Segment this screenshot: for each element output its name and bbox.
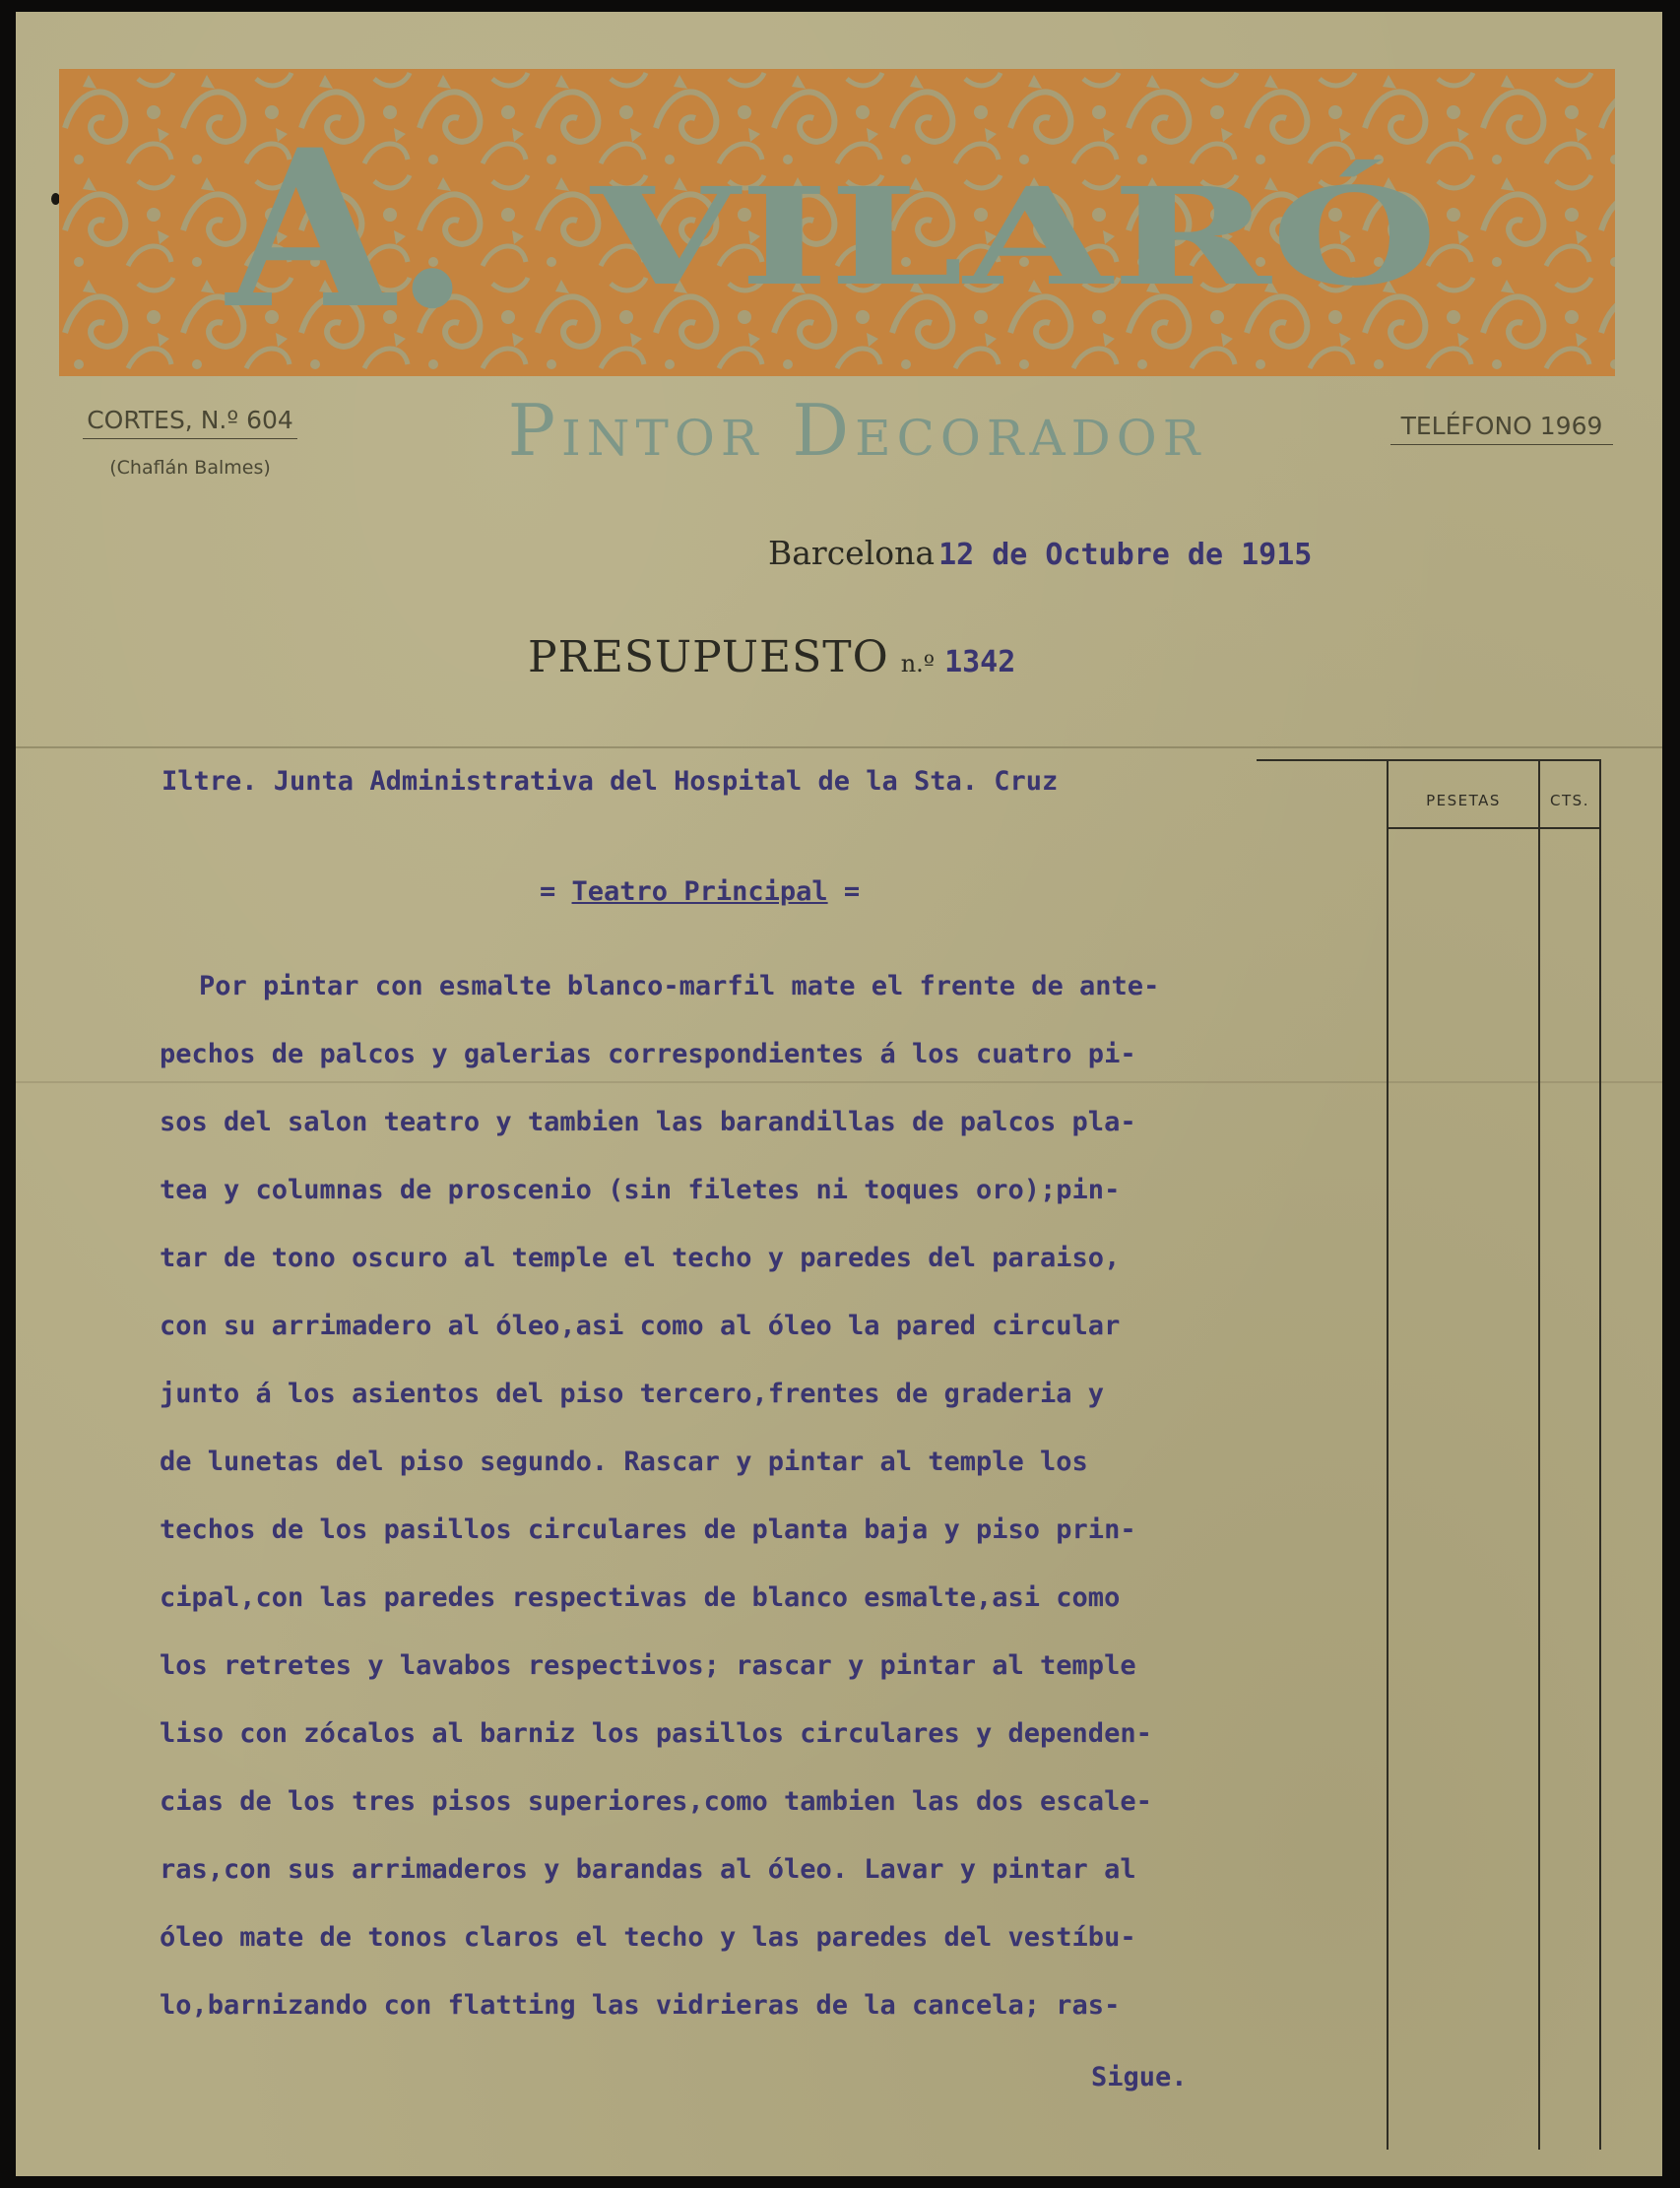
- body-line: tar de tono oscuro al temple el techo y paredes del paraiso,: [160, 1243, 1121, 1273]
- body-line: de lunetas del piso segundo. Rascar y pintar al temple los: [160, 1447, 1088, 1477]
- section-title: [540, 876, 860, 907]
- budget-heading: [528, 632, 1015, 682]
- recipient: Iltre. Junta Administrativa del Hospital de la Sta. Cruz: [162, 766, 1059, 797]
- letterhead-banner: [59, 69, 1615, 376]
- body-line: cias de los tres pisos superiores,como tambien las dos escale-: [160, 1786, 1152, 1817]
- firm-subtitle: Pintor Decorador: [507, 389, 1206, 472]
- date-line: [768, 534, 1312, 572]
- cts-column-header: CTS.: [1550, 792, 1589, 809]
- body-line: óleo mate de tonos claros el techo y las paredes del vestíbu-: [160, 1922, 1136, 1953]
- body-line: techos de los pasillos circulares de planta baja y piso prin-: [160, 1514, 1136, 1545]
- body-line: cipal,con las paredes respectivas de blanco esmalte,asi como: [160, 1582, 1121, 1613]
- firm-name: VILARÓ: [589, 159, 1438, 316]
- body-line: los retretes y lavabos respectivos; rascar y pintar al temple: [160, 1650, 1136, 1681]
- section-prefix: =: [540, 876, 556, 907]
- body-line: tea y columnas de proscenio (sin filetes ni toques oro);pin-: [160, 1175, 1121, 1205]
- pesetas-column-rule: [1387, 759, 1389, 2150]
- body-line: lo,barnizando con flatting las vidrieras de la cancela; ras-: [160, 1990, 1121, 2021]
- city-label: Barcelona: [768, 534, 936, 572]
- document-type: PRESUPUESTO: [528, 632, 889, 682]
- section-name: Teatro Principal: [571, 876, 828, 907]
- right-margin-rule: [1599, 759, 1601, 2150]
- body-line: Por pintar con esmalte blanco-marfil mate el frente de ante-: [199, 971, 1160, 1001]
- body-line: junto á los asientos del piso tercero,frentes de graderia y: [160, 1379, 1105, 1409]
- columns-header-rule: [1389, 827, 1601, 829]
- continuation-note: Sigue.: [1091, 2062, 1188, 2092]
- body-line: pechos de palcos y galerias correspondientes á los cuatro pi-: [160, 1039, 1136, 1069]
- document-date: 12 de Octubre de 1915: [938, 538, 1313, 572]
- body-line: ras,con sus arrimaderos y barandas al óleo. Lavar y pintar al: [160, 1854, 1136, 1885]
- firm-initial: A.: [226, 101, 471, 356]
- paper-fold: [16, 746, 1662, 748]
- body-line: con su arrimadero al óleo,asi como al óleo la pared circular: [160, 1311, 1121, 1341]
- pesetas-column-header: PESETAS: [1426, 792, 1501, 809]
- cts-column-rule: [1538, 759, 1540, 2150]
- budget-number: 1342: [944, 645, 1016, 679]
- section-suffix: =: [843, 876, 861, 907]
- firm-phone: TELÉFONO 1969: [1390, 412, 1613, 445]
- number-label: n.º: [900, 650, 936, 677]
- firm-address: CORTES, N.º 604: [83, 406, 297, 439]
- body-line: sos del salon teatro y tambien las barandillas de palcos pla-: [160, 1107, 1136, 1137]
- columns-top-rule: [1257, 759, 1601, 761]
- budget-description: [160, 971, 1381, 2058]
- firm-address-note: (Chaflán Balmes): [109, 457, 271, 479]
- body-line: liso con zócalos al barniz los pasillos circulares y dependen-: [160, 1718, 1152, 1749]
